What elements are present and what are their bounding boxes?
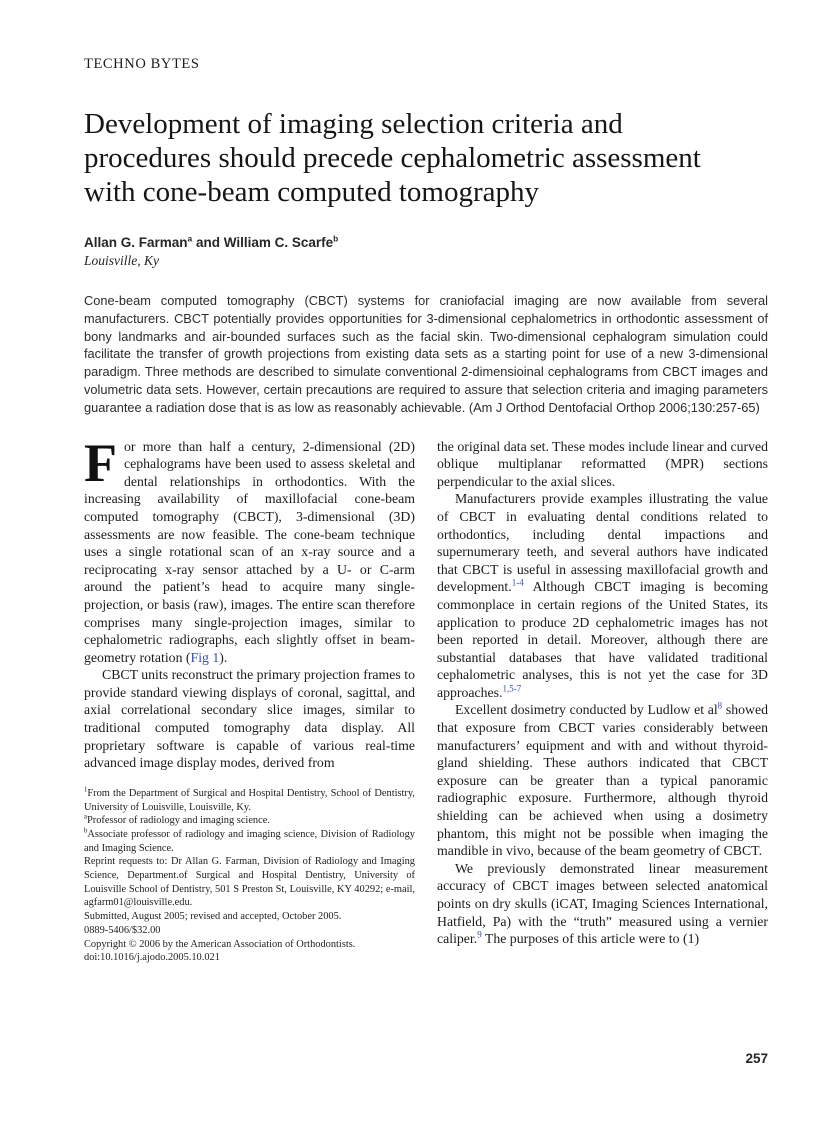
footnote-copyright: Copyright © 2006 by the American Association of Orthodontists. [84, 938, 356, 950]
authors-line [84, 235, 768, 250]
body-columns [84, 432, 768, 965]
page-content [84, 0, 768, 965]
figure-reference-link[interactable]: Fig 1 [190, 649, 220, 665]
footnote-issn-price: 0889-5406/$32.00 [84, 924, 161, 936]
text-run: Associate professor of radiology and imaging science, Division of Radiology and Imaging Science. [84, 828, 415, 854]
footnote-reprint-requests: Reprint requests to: Dr Allan G. Farman, Division of Radiology and Imaging Science, Department.of Surgical and Hospital Dentistry, University of Louisville School of Dentistry, 501 S Preston St, Louisville, KY 40292; e-mail, agfarm01@louisville.edu. [84, 856, 415, 909]
footnote-associate-professor [84, 828, 415, 855]
affiliation-city: Louisville, Ky [84, 253, 159, 268]
citation-reference-link[interactable]: 9 [477, 929, 482, 940]
footnote-submitted: Submitted, August 2005; revised and accepted, October 2005. [84, 911, 342, 923]
paragraph-cbct-units: CBCT units reconstruct the primary projection frames to provide standard viewing displays of coronal, sagittal, and axial correlational secondary slice images, similar to traditional computed tomography data display. All proprietary software is capable of various real-time advanced image display modes, derived from [84, 667, 415, 771]
footnote-marker: a [84, 813, 87, 821]
footnote-doi: doi:10.1016/j.ajodo.2005.10.021 [84, 952, 220, 964]
left-column [84, 432, 415, 965]
text-run: Although CBCT imaging is becoming commonplace in certain regions of the United States, its application to produce 2D cephalometric images has not been reported in detail. Moreover, although there are substantial databases that have validated traditional cephalometric analyses, this is not yet the case for 3D approaches. [437, 579, 768, 700]
text-run: Excellent dosimetry conducted by Ludlow et al [455, 702, 718, 718]
text-run: Professor of radiology and imaging science. [87, 815, 270, 827]
author-affiliation-mark: b [333, 233, 339, 244]
footnote-marker: 1 [84, 786, 88, 794]
paragraph-dosimetry [437, 701, 768, 859]
abstract-text: Cone-beam computed tomography (CBCT) systems for craniofacial imaging are now available from several manufacturers. CBCT potentially provides opportunities for 3-dimensional cephalometrics in orthodontic assessment of bony landmarks and air-bounded surfaces such as the facial skin. Two-dimensional cephalogram simulation could facilitate the transfer of growth projections from existing data sets as a starting point for use of a new 3-dimensional paradigm. Three methods are described to simulate conventional 2-dimensioinal cephalograms from CBCT images and volumetric data sets. However, certain precautions are required to assure that selection criteria and imaging parameters guarantee a radiation dose that is as low as reasonably achievable. (Am J Orthod Dentofacial Orthop 2006;130:257-65) [84, 293, 768, 415]
text-run: ). [219, 649, 228, 665]
paragraph-intro-text [84, 432, 415, 665]
author-name: and William C. Scarfe [192, 235, 334, 250]
text-run: or more than half a century, 2-dimensional (2D) cephalograms have been used to assess skeletal and dental relationships in orthodontics. With the increasing availability of maxillofacial cone-beam computed tomography (CBCT), 3-dimensional (3D) assessments are now feasible. The cone-beam technique uses a single rotational scan of an x-ray source and a reciprocating x-ray sensor attached by a U- or C-arm around the patient’s head to acquire many single-projection, or basis (raw), images. The entire scan therefore comprises many single-projection images, similar to cephalometric radiographs, each slightly offset in beam-geometry rotation ( [84, 438, 415, 665]
text-run: showed that exposure from CBCT varies considerably between manufacturers’ equipment and with and without thyroid-gland shielding. These authors indicated that CBCT exposure can be greater than a typical panoramic radiographic exposure. Furthermore, although thyroid shielding can be achieved when using a dosimetry phantom, this might not be possible when imaging the mandible in vivo, because of the beam geometry of CBCT. [437, 702, 768, 859]
paragraph-manufacturers [437, 490, 768, 701]
text-run: The purposes of this article were to (1) [481, 931, 700, 947]
paragraph-intro [84, 432, 415, 667]
footnote-department [84, 787, 415, 814]
text-run: Manufacturers provide examples illustrating the value of CBCT in evaluating dental conditions related to orthodontics, including dental impactions and supernumerary teeth, and several authors have indicated that CBCT is useful in assessing maxillofacial growth and development. [437, 491, 768, 595]
paragraph-modes: the original data set. These modes include linear and curved oblique multiplanar reformatted (MPR) sections perpendicular to the axial slices. [437, 438, 768, 489]
author-affiliation-mark: a [187, 233, 193, 244]
dropcap-letter: F [84, 432, 117, 493]
citation-reference-link[interactable]: 1,5-7 [502, 683, 522, 694]
citation-reference-link[interactable]: 1-4 [511, 577, 524, 588]
right-column [437, 438, 768, 965]
page-number: 257 [745, 1051, 768, 1066]
author-name: Allan G. Farman [84, 235, 188, 250]
text-run: We previously demonstrated linear measurement accuracy of CBCT images between selected anatomical points on dry skulls (iCAT, Imaging Sciences International, Hatfield, Pa) with the “truth” measured using a vernier caliper. [437, 860, 768, 947]
footnotes-block [84, 787, 415, 965]
footnote-professor [84, 814, 415, 828]
article-title: Development of imaging selection criteria and procedures should precede cephalometric assessment with cone-beam computed tomography [84, 108, 701, 208]
paragraph-accuracy [437, 860, 768, 948]
footnote-marker: b [84, 827, 88, 835]
text-run: From the Department of Surgical and Hospital Dentistry, School of Dentistry, University of Louisville, Louisville, Ky. [84, 787, 415, 813]
citation-reference-link[interactable]: 8 [717, 700, 723, 711]
journal-section-label: TECHNO BYTES [84, 56, 200, 72]
